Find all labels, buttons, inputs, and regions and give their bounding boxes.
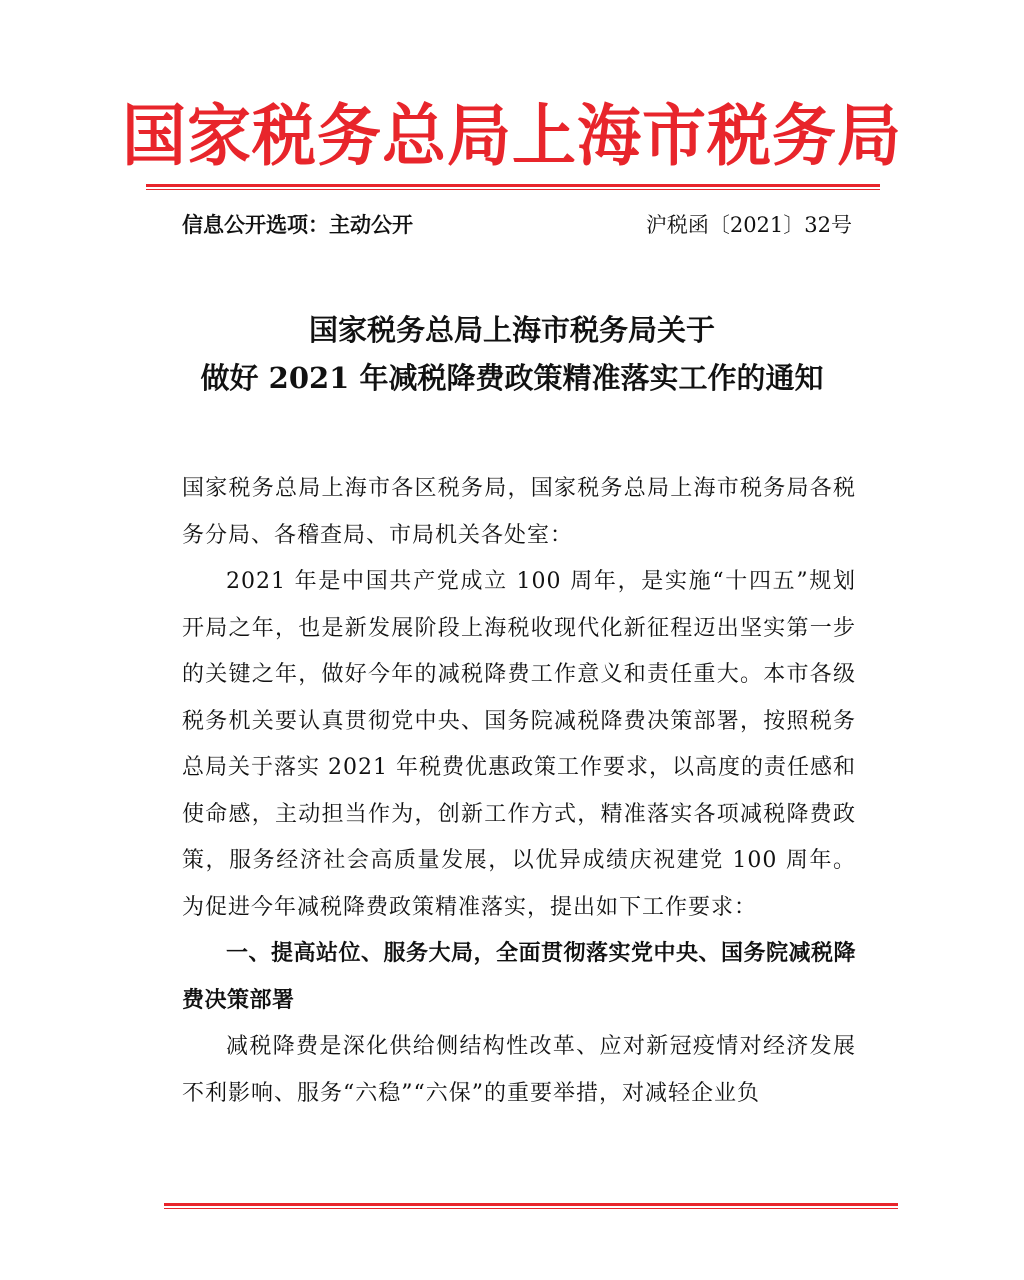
document-number: 沪税函〔2021〕32号 (645, 213, 852, 237)
title-line-1: 国家税务总局上海市税务局关于 (308, 313, 715, 347)
disclosure-option: 信息公开选项：主动公开 (182, 213, 413, 237)
letterhead-divider-thick (146, 184, 880, 187)
body-paragraph: 减税降费是深化供给侧结构性改革、应对新冠疫情对经济发展不利影响、服务“六稳”“六保”的重要举措，对减轻企业负 (182, 1034, 856, 1106)
body-paragraph: 2021 年是中国共产党成立 100 周年，是实施“十四五”规划开局之年，也是新发展阶段上海税收现代化新征程迈出坚实第一步的关键之年，做好今年的减税降费工作意义和责任重大。本市各级税务机关要认真贯彻党中央、国务院减税降费决策部署，按照税务总局关于落实 2021 年税费优惠政策工作要求，以高度的责任感和使命感，主动担当作为，创新工作方式，精准落实各项减税降费政策，服务经济社会高质量发展，以优异成绩庆祝建党 100 周年。为促进今年减税降费政策精准落实，提出如下工作要求： (182, 569, 856, 920)
footer-divider-thin (164, 1208, 898, 1209)
letterhead-divider-thin (146, 189, 880, 190)
document-body (182, 466, 856, 1117)
footer-divider-thick (164, 1203, 898, 1206)
letterhead-title: 国家税务总局上海市税务局 (122, 97, 902, 176)
document-title (0, 306, 1024, 402)
section-heading: 一、提高站位、服务大局，全面贯彻落实党中央、国务院减税降费决策部署 (182, 941, 857, 1013)
document-info-row (182, 208, 852, 242)
recipients-paragraph: 国家税务总局上海市各区税务局，国家税务总局上海市税务局各税务分局、各稽查局、市局机关各处室： (182, 476, 856, 548)
title-line-2: 做好 2021 年减税降费政策精准落实工作的通知 (200, 361, 824, 395)
